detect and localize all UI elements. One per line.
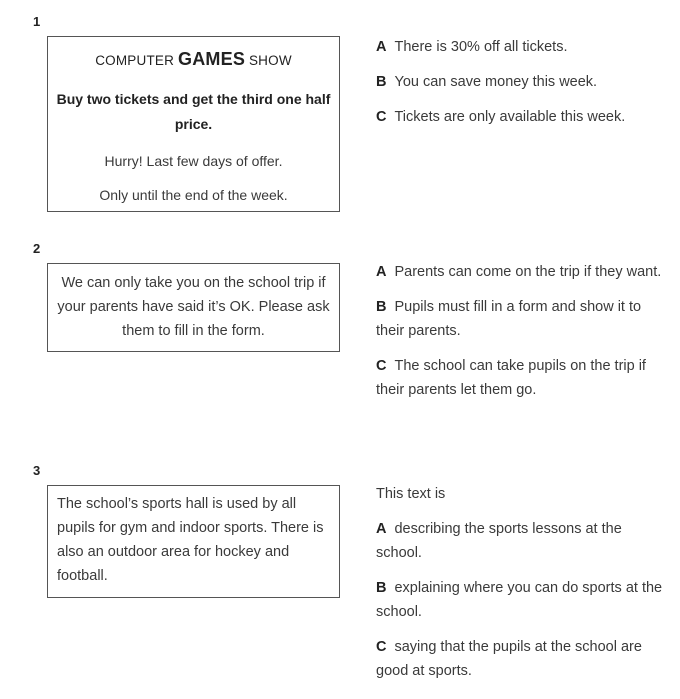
option-text: The school can take pupils on the trip if their parents let them go. <box>376 358 646 398</box>
options-q3 <box>376 482 671 694</box>
option-letter: C <box>376 358 387 374</box>
notice-box-2 <box>47 263 340 352</box>
question-number-3: 3 <box>33 463 41 478</box>
notice-until: Only until the end of the week. <box>99 187 288 203</box>
option-text: explaining where you can do sports at the school. <box>376 580 663 620</box>
option-q1-c[interactable] <box>376 105 671 129</box>
option-q1-b[interactable] <box>376 70 671 94</box>
option-text: Pupils must fill in a form and show it to their parents. <box>376 299 642 339</box>
options-q2 <box>376 260 671 413</box>
option-text: saying that the pupils at the school are good at sports. <box>376 639 642 679</box>
option-letter: C <box>376 109 387 125</box>
option-text: Tickets are only available this week. <box>394 109 626 125</box>
option-letter: B <box>376 580 387 596</box>
notice-title-main: GAMES <box>178 49 246 69</box>
option-q3-a[interactable] <box>376 517 671 565</box>
option-q2-a[interactable] <box>376 260 671 284</box>
question-lead: This text is <box>376 486 446 502</box>
options-q1 <box>376 35 671 140</box>
option-letter: A <box>376 264 387 280</box>
option-text: describing the sports lessons at the school. <box>376 521 622 561</box>
notice-box-1 <box>47 36 340 212</box>
notice-hurry: Hurry! Last few days of offer. <box>104 153 283 169</box>
option-text: You can save money this week. <box>394 74 598 90</box>
question-number-1: 1 <box>33 14 41 29</box>
notice-title <box>48 46 339 74</box>
question-number-2: 2 <box>33 241 41 256</box>
option-letter: A <box>376 521 387 537</box>
notice-title-suffix: SHOW <box>245 53 292 68</box>
option-q3-b[interactable] <box>376 576 671 624</box>
notice-title-prefix: COMPUTER <box>95 53 179 68</box>
option-letter: A <box>376 39 387 55</box>
option-letter: B <box>376 299 387 315</box>
notice-text: We can only take you on the school trip if your parents have said it’s OK. Please ask them to fill in the form. <box>57 275 330 339</box>
option-q2-c[interactable] <box>376 354 671 402</box>
notice-text: The school’s sports hall is used by all pupils for gym and indoor sports. There is also an outdoor area for hockey and football. <box>57 496 324 584</box>
option-q2-b[interactable] <box>376 295 671 343</box>
option-q1-a[interactable] <box>376 35 671 59</box>
notice-box-3 <box>47 485 340 598</box>
option-text: There is 30% off all tickets. <box>394 39 568 55</box>
option-q3-c[interactable] <box>376 635 671 683</box>
option-text: Parents can come on the trip if they want. <box>394 264 662 280</box>
option-letter: C <box>376 639 387 655</box>
notice-offer: Buy two tickets and get the third one half price. <box>56 91 331 132</box>
option-letter: B <box>376 74 387 90</box>
